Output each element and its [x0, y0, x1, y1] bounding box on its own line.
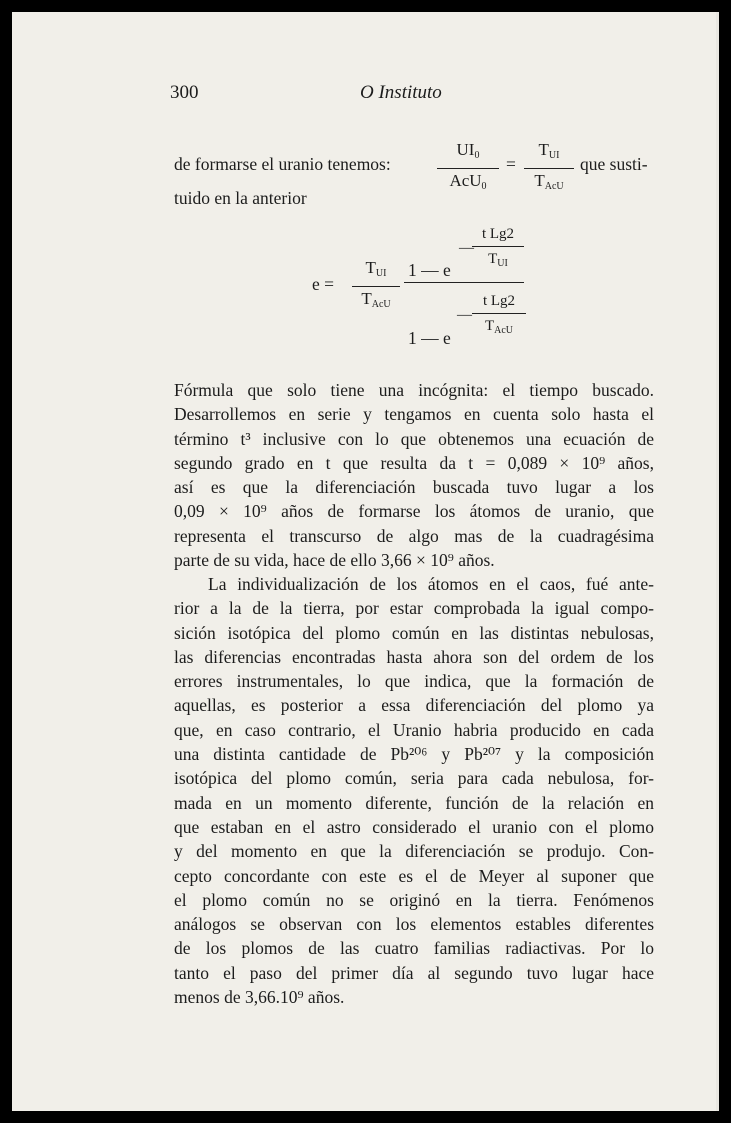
- exponent-minus-bottom: —: [457, 307, 472, 323]
- text-line: tanto el paso del primer día al segundo tuvo lugar hace: [174, 962, 654, 983]
- text-line: segundo grado en t que resulta da t = 0,089 × 10⁹ años,: [174, 452, 654, 473]
- denominator-one-minus-e: 1 — e: [408, 328, 451, 348]
- formula-lhs: e =: [312, 274, 335, 294]
- text-line: mada en un momento diferente, función de la relación en: [174, 792, 654, 813]
- text-line: Desarrollemos en serie y tengamos en cuenta solo hasta el: [174, 404, 654, 425]
- paragraph-1: [174, 378, 654, 572]
- fraction-numerator: $T_{UI}$: [365, 258, 387, 279]
- paragraph-2: [174, 572, 654, 1009]
- fraction-denominator: $T_{AcU}$: [361, 289, 391, 310]
- text-line: menos de 3,66.10⁹ años.: [174, 987, 345, 1008]
- fraction-numerator: $UI_0$: [456, 140, 480, 161]
- fraction-denominator: AcU$_0$: [449, 171, 487, 192]
- exponent-denominator: $T_{AcU}$: [484, 318, 514, 336]
- exponent-fraction-top: [472, 224, 524, 274]
- document-page: [12, 12, 719, 1111]
- text-line: La individualización de los átomos en el caos, fué ante-: [208, 574, 654, 594]
- intro-line-2: tuido en la anterior: [174, 188, 307, 208]
- text-line: rior a la de la tierra, por estar comprobada la igual compo-: [174, 598, 654, 619]
- intro-line-1: de formarse el uranio tenemos:: [174, 154, 391, 174]
- fraction-numerator: $T_{UI}$: [538, 140, 560, 161]
- journal-title: O Instituto: [360, 82, 442, 103]
- intro-line-1-end: que susti-: [580, 154, 648, 174]
- text-line: de los plomos de las cuatro familias radiactivas. Por lo: [174, 938, 654, 959]
- text-line: representa el transcurso de algo mas de la cuadragésima: [174, 525, 654, 546]
- fraction-ui-acu: [437, 140, 499, 197]
- text-line: así es que la diferenciación buscada tuvo lugar a los: [174, 477, 654, 498]
- text-line: cepto concordante con este es el de Meyer al suponer que: [174, 865, 654, 886]
- text-line: 0,09 × 10⁹ años de formarse los átomos de uranio, que: [174, 501, 654, 522]
- page-number: 300: [170, 82, 199, 103]
- text-line: que estaban en el astro considerado el uranio con el plomo: [174, 816, 654, 837]
- numerator-one-minus-e: 1 — e: [408, 260, 451, 280]
- text-line: el plomo común no se originó en la tierra. Fenómenos: [174, 889, 654, 910]
- text-line: análogos se observan con los elementos estables diferentes: [174, 914, 654, 935]
- text-line: errores instrumentales, lo que indica, que la formación de: [174, 671, 654, 692]
- text-line: sición isotópica del plomo común en las distintas nebulosas,: [174, 622, 654, 643]
- fraction-tui-tacu: [524, 140, 574, 197]
- text-line: las diferencias encontradas hasta ahora son del ordem de los: [174, 646, 654, 667]
- equals-sign: =: [506, 154, 516, 174]
- text-line: que, en caso contrario, el Uranio habria producido en cada: [174, 719, 654, 740]
- text-line: isotópica del plomo común, seria para cada nebulosa, for-: [174, 768, 654, 789]
- fraction-denominator: $T_{AcU}$: [534, 171, 564, 192]
- exponent-denominator: $T_{UI}$: [488, 251, 508, 269]
- exponent-numerator: t Lg2: [482, 293, 516, 309]
- exponent-minus-top: —: [459, 240, 474, 256]
- text-line: y del momento en que la diferenciación se produjo. Con-: [174, 841, 654, 862]
- main-fraction-bar: [404, 282, 524, 283]
- text-line: término t³ inclusive con lo que obtenemos una ecuación de: [174, 428, 654, 449]
- exponent-fraction-bottom: [472, 291, 526, 341]
- text-line: parte de su vida, hace de ello 3,66 × 10⁹ años.: [174, 550, 495, 571]
- text-line: una distinta cantidade de Pb²⁰⁶ y Pb²⁰⁷ y la composición: [174, 744, 654, 765]
- text-line: aquellas, es posterior a essa diferenciación del plomo ya: [174, 695, 654, 716]
- text-line: Fórmula que solo tiene una incógnita: el tiempo buscado.: [174, 380, 654, 400]
- exponent-numerator: t Lg2: [481, 226, 515, 242]
- fraction-tui-tacu-2: [352, 258, 400, 315]
- page-edge: [716, 12, 719, 1111]
